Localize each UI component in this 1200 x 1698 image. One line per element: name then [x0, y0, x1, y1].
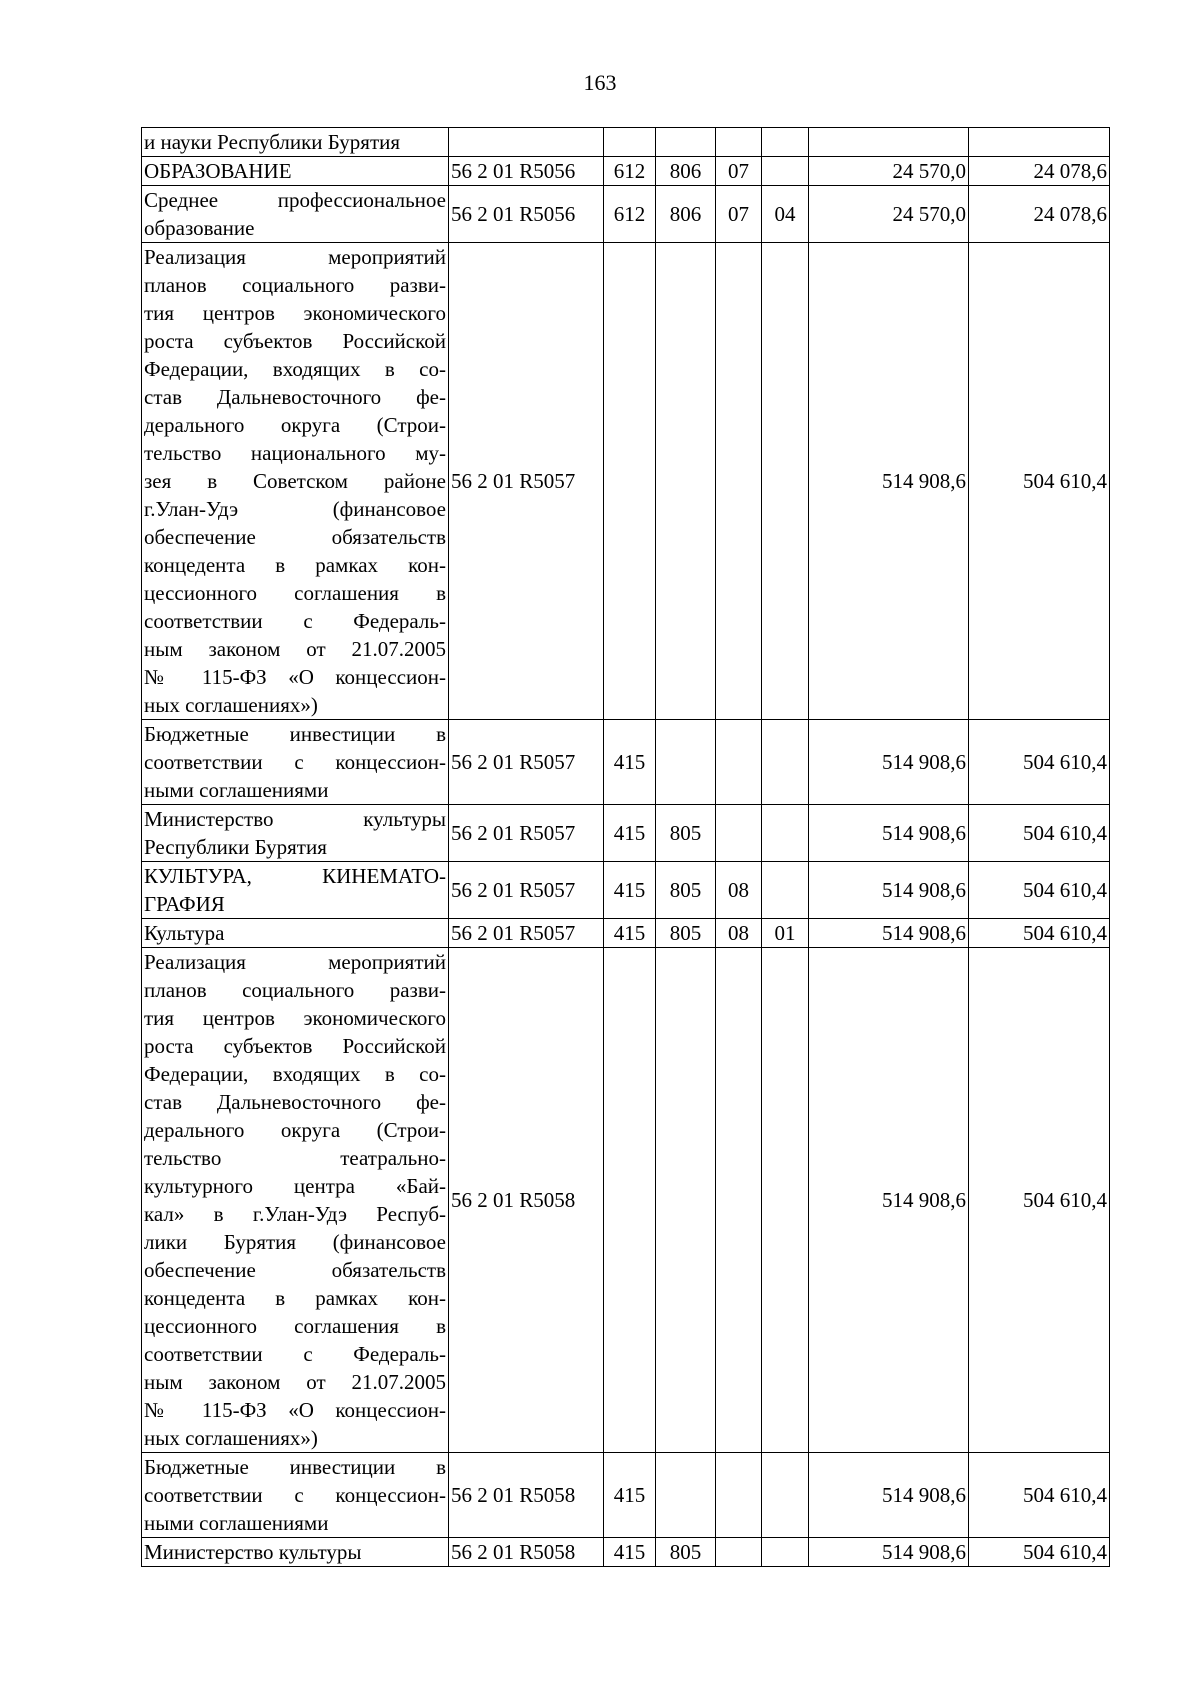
item-name-line: обеспечение обязательств	[144, 525, 446, 549]
amount-year2-cell: 504 610,4	[969, 805, 1110, 862]
subsection-cell	[762, 243, 809, 720]
amount-year2-cell: 24 078,6	[969, 186, 1110, 243]
item-name-line: Министерство культуры	[144, 807, 446, 831]
amount-year1-cell: 514 908,6	[809, 1538, 969, 1567]
item-name-line: ными соглашениями	[144, 778, 329, 802]
amount-year1-cell: 514 908,6	[809, 720, 969, 805]
subsection-cell	[762, 948, 809, 1453]
item-name-line: кал» в г.Улан-Удэ Респуб-	[144, 1202, 446, 1226]
ministry-code-cell	[656, 720, 716, 805]
amount-year1-cell: 514 908,6	[809, 1453, 969, 1538]
table-row	[142, 948, 1110, 1453]
amount-year2-cell: 504 610,4	[969, 948, 1110, 1453]
code-cell: 56 2 01 R5057	[449, 805, 604, 862]
section-cell	[716, 1453, 762, 1538]
expense-type-cell: 612	[604, 157, 656, 186]
ministry-code-cell	[656, 1453, 716, 1538]
budget-table	[141, 127, 1110, 1567]
page-number: 163	[583, 70, 617, 95]
code-cell: 56 2 01 R5057	[449, 862, 604, 919]
table-row	[142, 128, 1110, 157]
item-name-cell	[142, 128, 449, 157]
code-cell: 56 2 01 R5058	[449, 948, 604, 1453]
amount-year2-cell: 24 078,6	[969, 157, 1110, 186]
code-cell: 56 2 01 R5056	[449, 157, 604, 186]
item-name-line: КУЛЬТУРА, КИНЕМАТО-	[144, 864, 446, 888]
section-cell: 08	[716, 862, 762, 919]
code-cell: 56 2 01 R5057	[449, 720, 604, 805]
section-cell	[716, 948, 762, 1453]
item-name-line: Культура	[144, 921, 225, 945]
table-body	[142, 128, 1110, 1567]
subsection-cell: 01	[762, 919, 809, 948]
item-name-line: ных соглашениях»)	[144, 1426, 318, 1450]
expense-type-cell	[604, 243, 656, 720]
item-name-line: роста субъектов Российской	[144, 329, 446, 353]
item-name-line: Республики Бурятия	[144, 835, 327, 859]
item-name-cell	[142, 862, 449, 919]
amount-year2-cell: 504 610,4	[969, 243, 1110, 720]
item-name-line: и науки Республики Бурятия	[144, 130, 401, 154]
amount-year1-cell: 514 908,6	[809, 862, 969, 919]
item-name-line: Федерации, входящих в со-	[144, 357, 446, 381]
item-name-cell	[142, 1538, 449, 1567]
item-name-line: Бюджетные инвестиции в	[144, 722, 446, 746]
item-name-cell	[142, 948, 449, 1453]
item-name-line: № 115-ФЗ «О концессион-	[144, 665, 446, 689]
ministry-code-cell: 805	[656, 862, 716, 919]
amount-year2-cell	[969, 128, 1110, 157]
code-cell: 56 2 01 R5057	[449, 243, 604, 720]
ministry-code-cell: 805	[656, 919, 716, 948]
amount-year1-cell: 24 570,0	[809, 186, 969, 243]
item-name-line: ных соглашениях»)	[144, 693, 318, 717]
item-name-line: ГРАФИЯ	[144, 892, 225, 916]
expense-type-cell: 415	[604, 720, 656, 805]
amount-year1-cell: 514 908,6	[809, 948, 969, 1453]
item-name-line: ным законом от 21.07.2005	[144, 1370, 446, 1394]
item-name-cell	[142, 1453, 449, 1538]
section-cell	[716, 805, 762, 862]
code-cell	[449, 128, 604, 157]
item-name-line: лики Бурятия (финансовое	[144, 1230, 446, 1254]
item-name-line: Федерации, входящих в со-	[144, 1062, 446, 1086]
item-name-line: соответствии с Федераль-	[144, 1342, 446, 1366]
section-cell	[716, 1538, 762, 1567]
table-row	[142, 157, 1110, 186]
amount-year2-cell: 504 610,4	[969, 919, 1110, 948]
item-name-line: культурного центра «Бай-	[144, 1174, 446, 1198]
item-name-line: концедента в рамках кон-	[144, 553, 446, 577]
item-name-line: цессионного соглашения в	[144, 1314, 446, 1338]
item-name-line: зея в Советском районе	[144, 469, 446, 493]
section-cell: 07	[716, 186, 762, 243]
ministry-code-cell: 805	[656, 805, 716, 862]
item-name-line: Реализация мероприятий	[144, 950, 446, 974]
subsection-cell: 04	[762, 186, 809, 243]
table-row	[142, 805, 1110, 862]
item-name-line: тия центров экономического	[144, 301, 446, 325]
code-cell: 56 2 01 R5058	[449, 1453, 604, 1538]
item-name-line: обеспечение обязательств	[144, 1258, 446, 1282]
amount-year1-cell: 514 908,6	[809, 243, 969, 720]
expense-type-cell: 612	[604, 186, 656, 243]
item-name-line: ными соглашениями	[144, 1511, 329, 1535]
item-name-line: тия центров экономического	[144, 1006, 446, 1030]
item-name-cell	[142, 720, 449, 805]
code-cell: 56 2 01 R5056	[449, 186, 604, 243]
item-name-line: планов социального разви-	[144, 273, 446, 297]
item-name-line: образование	[144, 216, 255, 240]
item-name-line: цессионного соглашения в	[144, 581, 446, 605]
table-row	[142, 862, 1110, 919]
item-name-line: концедента в рамках кон-	[144, 1286, 446, 1310]
subsection-cell	[762, 128, 809, 157]
code-cell: 56 2 01 R5057	[449, 919, 604, 948]
amount-year2-cell: 504 610,4	[969, 1538, 1110, 1567]
item-name-line: Бюджетные инвестиции в	[144, 1455, 446, 1479]
item-name-line: Среднее профессиональное	[144, 188, 446, 212]
item-name-line: соответствии с Федераль-	[144, 609, 446, 633]
section-cell	[716, 720, 762, 805]
item-name-line: Реализация мероприятий	[144, 245, 446, 269]
item-name-line: соответствии с концессион-	[144, 750, 446, 774]
item-name-line: г.Улан-Удэ (финансовое	[144, 497, 446, 521]
subsection-cell	[762, 1453, 809, 1538]
table-row	[142, 1453, 1110, 1538]
amount-year2-cell: 504 610,4	[969, 1453, 1110, 1538]
item-name-cell	[142, 157, 449, 186]
item-name-line: роста субъектов Российской	[144, 1034, 446, 1058]
item-name-line: став Дальневосточного фе-	[144, 385, 446, 409]
expense-type-cell	[604, 948, 656, 1453]
item-name-line: став Дальневосточного фе-	[144, 1090, 446, 1114]
item-name-cell	[142, 805, 449, 862]
ministry-code-cell	[656, 948, 716, 1453]
ministry-code-cell: 805	[656, 1538, 716, 1567]
table-row	[142, 919, 1110, 948]
item-name-line: № 115-ФЗ «О концессион-	[144, 1398, 446, 1422]
subsection-cell	[762, 805, 809, 862]
section-cell	[716, 128, 762, 157]
table-row	[142, 243, 1110, 720]
expense-type-cell: 415	[604, 862, 656, 919]
section-cell: 07	[716, 157, 762, 186]
amount-year1-cell: 514 908,6	[809, 919, 969, 948]
subsection-cell	[762, 157, 809, 186]
item-name-line: дерального округа (Строи-	[144, 413, 446, 437]
ministry-code-cell	[656, 243, 716, 720]
subsection-cell	[762, 862, 809, 919]
expense-type-cell: 415	[604, 1538, 656, 1567]
item-name-cell	[142, 919, 449, 948]
item-name-cell	[142, 186, 449, 243]
ministry-code-cell: 806	[656, 157, 716, 186]
subsection-cell	[762, 720, 809, 805]
item-name-cell	[142, 243, 449, 720]
item-name-line: тельство театрально-	[144, 1146, 446, 1170]
expense-type-cell: 415	[604, 805, 656, 862]
expense-type-cell: 415	[604, 919, 656, 948]
section-cell: 08	[716, 919, 762, 948]
code-cell: 56 2 01 R5058	[449, 1538, 604, 1567]
item-name-line: ОБРАЗОВАНИЕ	[144, 159, 292, 183]
item-name-line: соответствии с концессион-	[144, 1483, 446, 1507]
amount-year1-cell	[809, 128, 969, 157]
table-row	[142, 1538, 1110, 1567]
table-row	[142, 186, 1110, 243]
ministry-code-cell	[656, 128, 716, 157]
item-name-line: дерального округа (Строи-	[144, 1118, 446, 1142]
subsection-cell	[762, 1538, 809, 1567]
item-name-line: планов социального разви-	[144, 978, 446, 1002]
amount-year1-cell: 514 908,6	[809, 805, 969, 862]
amount-year2-cell: 504 610,4	[969, 720, 1110, 805]
item-name-line: Министерство культуры	[144, 1540, 362, 1564]
section-cell	[716, 243, 762, 720]
expense-type-cell	[604, 128, 656, 157]
table-row	[142, 720, 1110, 805]
ministry-code-cell: 806	[656, 186, 716, 243]
item-name-line: ным законом от 21.07.2005	[144, 637, 446, 661]
expense-type-cell: 415	[604, 1453, 656, 1538]
item-name-line: тельство национального му-	[144, 441, 446, 465]
amount-year1-cell: 24 570,0	[809, 157, 969, 186]
amount-year2-cell: 504 610,4	[969, 862, 1110, 919]
